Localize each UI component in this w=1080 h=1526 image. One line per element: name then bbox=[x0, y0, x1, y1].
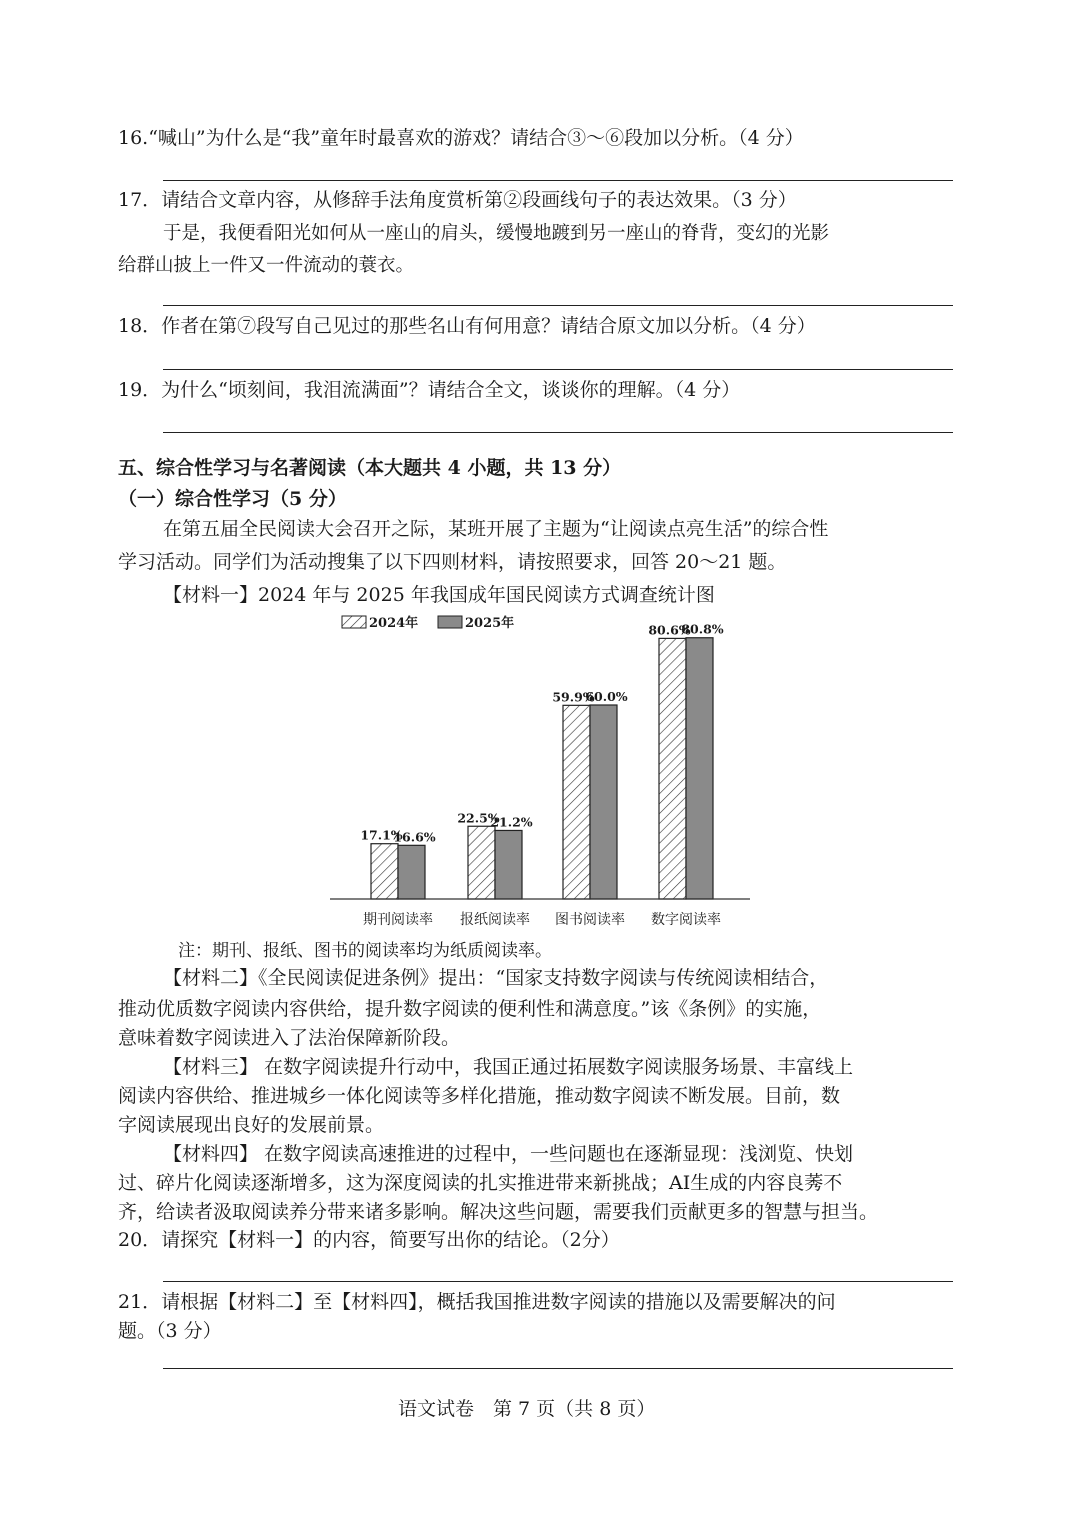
chart-legend bbox=[342, 615, 514, 631]
bar-2024-0 bbox=[371, 844, 398, 899]
question-16: 16.“喊山”为什么是“我”童年时最喜欢的游戏？请结合③～⑥段加以分析。（4 分） bbox=[118, 127, 804, 149]
answer-line-20[interactable] bbox=[163, 1281, 953, 1282]
material-4-line-1: 【材料四】 在数字阅读高速推进的过程中，一些问题也在逐渐显现：浅浏览、快划 bbox=[163, 1143, 854, 1165]
material-3-line-3: 字阅读展现出良好的发展前景。 bbox=[118, 1114, 385, 1136]
bar-2024-1 bbox=[468, 826, 495, 899]
material-3-line-1: 【材料三】 在数字阅读提升行动中，我国正通过拓展数字阅读服务场景、丰富线上 bbox=[163, 1056, 854, 1078]
material-4-line-2: 过、碎片化阅读逐渐增多，这为深度阅读的扎实推进带来新挑战；AI生成的内容良莠不 bbox=[118, 1172, 843, 1194]
material-4-line-3: 齐，给读者汲取阅读养分带来诸多影响。解决这些问题，需要我们贡献更多的智慧与担当。 bbox=[118, 1201, 879, 1223]
answer-line-17[interactable] bbox=[163, 305, 953, 306]
bar-2025-3 bbox=[686, 638, 713, 899]
question-17-quote-line-2: 给群山披上一件又一件流动的蓑衣。 bbox=[118, 255, 415, 276]
chart-bars bbox=[360, 622, 723, 899]
reading-survey-bar-chart bbox=[330, 608, 750, 938]
answer-line-21[interactable] bbox=[163, 1368, 953, 1369]
material-1-title: 【材料一】2024 年与 2025 年我国成年国民阅读方式调查统计图 bbox=[163, 584, 715, 606]
data-label-2024-2: 59.9% bbox=[552, 689, 595, 705]
legend-swatch-2025 bbox=[438, 616, 462, 628]
answer-line-19[interactable] bbox=[163, 432, 953, 433]
x-tick-label-2: 图书阅读率 bbox=[555, 912, 625, 928]
question-20: 20．请探究【材料一】的内容，简要写出你的结论。（2分） bbox=[118, 1229, 620, 1251]
x-tick-label-3: 数字阅读率 bbox=[651, 912, 721, 928]
material-3-line-2: 阅读内容供给、推进城乡一体化阅读等多样化措施，推动数字阅读不断发展。目前，数 bbox=[118, 1085, 841, 1107]
answer-line-18[interactable] bbox=[163, 369, 953, 370]
question-18: 18．作者在第⑦段写自己见过的那些名山有何用意？请结合原文加以分析。（4 分） bbox=[118, 315, 816, 337]
chart-note: 注：期刊、报纸、图书的阅读率均为纸质阅读率。 bbox=[178, 941, 552, 961]
question-19: 19．为什么“顷刻间，我泪流满面”？请结合全文，谈谈你的理解。（4 分） bbox=[118, 379, 741, 401]
intro-line-2: 学习活动。同学们为活动搜集了以下四则材料，请按照要求，回答 20～21 题。 bbox=[118, 551, 787, 573]
data-label-2024-3: 80.6% bbox=[648, 622, 691, 638]
data-label-2025-1: 21.2% bbox=[490, 814, 533, 830]
question-17: 17．请结合文章内容，从修辞手法角度赏析第②段画线句子的表达效果。（3 分） bbox=[118, 189, 797, 211]
question-21-line-2: 题。（3 分） bbox=[118, 1320, 222, 1342]
bar-2025-2 bbox=[590, 705, 617, 899]
question-17-quote-line-1: 于是，我便看阳光如何从一座山的肩头，缓慢地踱到另一座山的脊背，变幻的光影 bbox=[163, 223, 830, 244]
bar-2024-2 bbox=[563, 705, 590, 899]
material-2-line-2: 推动优质数字阅读内容供给，提升数字阅读的便利性和满意度。”该《条例》的实施， bbox=[118, 998, 822, 1020]
data-label-2025-0: 16.6% bbox=[393, 829, 436, 845]
x-tick-label-0: 期刊阅读率 bbox=[363, 912, 433, 928]
intro-line-1: 在第五届全民阅读大会召开之际，某班开展了主题为“让阅读点亮生活”的综合性 bbox=[163, 518, 829, 540]
data-label-2025-2: 60.0% bbox=[585, 689, 628, 704]
answer-line-16[interactable] bbox=[163, 180, 953, 181]
legend-label-2025: 2025年 bbox=[465, 616, 515, 631]
material-2-line-1: 【材料二】《全民阅读促进条例》提出：“国家支持数字阅读与传统阅读相结合， bbox=[163, 967, 829, 989]
bar-2025-0 bbox=[398, 845, 425, 899]
legend-label-2024: 2024年 bbox=[369, 616, 419, 631]
bar-2024-3 bbox=[659, 638, 686, 899]
section-5-title: 五、综合性学习与名著阅读（本大题共 4 小题，共 13 分） bbox=[118, 457, 622, 479]
question-21-line-1: 21．请根据【材料二】至【材料四】，概括我国推进数字阅读的措施以及需要解决的问 bbox=[118, 1291, 836, 1313]
data-label-2024-0: 17.1% bbox=[360, 827, 403, 843]
material-2-line-3: 意味着数字阅读进入了法治保障新阶段。 bbox=[118, 1027, 461, 1049]
data-label-2025-3: 80.8% bbox=[681, 621, 724, 637]
x-axis-labels bbox=[363, 911, 721, 928]
data-label-2024-1: 22.5% bbox=[457, 810, 500, 826]
bar-2025-1 bbox=[495, 830, 522, 899]
legend-swatch-2024 bbox=[342, 616, 366, 628]
page-footer: 语文试卷 第 7 页（共 8 页） bbox=[398, 1398, 656, 1420]
section-5-subtitle: （一）综合性学习（5 分） bbox=[118, 488, 347, 510]
x-tick-label-1: 报纸阅读率 bbox=[460, 912, 530, 928]
